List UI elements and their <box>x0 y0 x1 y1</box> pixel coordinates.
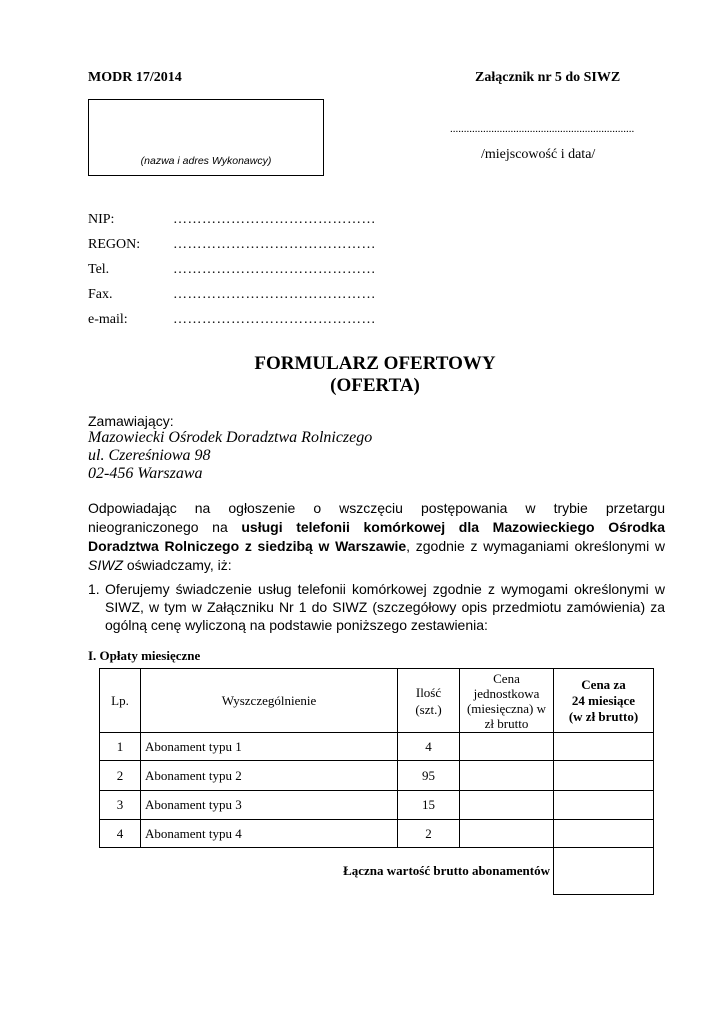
header-total-line1: Cena za <box>581 676 626 692</box>
regon-field[interactable]: …………………………………… <box>173 237 376 252</box>
place-date-field[interactable]: ................................................................... <box>450 123 635 135</box>
document-number: MODR 17/2014 <box>88 70 182 85</box>
monthly-fees-table <box>99 668 654 895</box>
row-qty: 2 <box>398 820 460 848</box>
header-total-line3: (w zł brutto) <box>568 708 639 724</box>
contractor-name-address-box[interactable] <box>88 99 324 176</box>
total-spacer <box>100 848 141 895</box>
buyer-city: 02-456 Warszawa <box>88 465 203 482</box>
table-total-row <box>100 848 654 895</box>
header-lp: Lp. <box>100 669 141 733</box>
row-lp: 4 <box>100 820 141 848</box>
row-unit-price-cell[interactable] <box>460 733 554 761</box>
header-item: Wyszczególnienie <box>141 669 398 733</box>
table-header-row <box>100 669 654 733</box>
row-lp: 1 <box>100 733 141 761</box>
header-qty-line1: Ilość <box>415 684 442 700</box>
row-unit-price-cell[interactable] <box>460 820 554 848</box>
row-unit-price-cell[interactable] <box>460 761 554 791</box>
buyer-label: Zamawiający: <box>88 413 174 429</box>
email-label: e-mail: <box>88 312 128 327</box>
intro-text-2: , zgodnie z wymaganiami określonymi w <box>406 538 665 554</box>
form-title: FORMULARZ OFERTOWY <box>254 353 496 374</box>
row-name: Abonament typu 3 <box>141 791 398 820</box>
fax-label: Fax. <box>88 287 113 302</box>
header-unit-price-line2: jednostkowa <box>473 685 540 701</box>
contractor-box-caption: (nazwa i adres Wykonawcy) <box>140 155 272 167</box>
intro-subject: usługi telefonii komórkowej dla Mazowieckiego Ośrodka Doradztwa Rolniczego z siedzibą w Warszawie <box>88 519 665 554</box>
nip-label: NIP: <box>88 212 115 227</box>
point-number: 1. <box>88 581 100 597</box>
header-qty <box>398 669 460 733</box>
header-total-line2: 24 miesiące <box>571 692 636 708</box>
row-qty: 4 <box>398 733 460 761</box>
total-label: Łączna wartość brutto abonamentów <box>343 863 550 879</box>
intro-text-3: oświadczamy, iż: <box>123 557 232 573</box>
header-unit-price-line3: (miesięczna) w <box>466 700 547 716</box>
table-row <box>100 733 654 761</box>
place-date-label: /miejscowość i data/ <box>481 147 596 162</box>
tel-label: Tel. <box>88 262 110 277</box>
header-unit-price-line4: zł brutto <box>484 715 529 731</box>
fax-field[interactable]: …………………………………… <box>173 287 376 302</box>
email-field[interactable]: …………………………………… <box>173 312 376 327</box>
header-qty-line2: (szt.) <box>415 701 442 717</box>
tel-field[interactable]: …………………………………… <box>173 262 376 277</box>
attachment-label: Załącznik nr 5 do SIWZ <box>475 70 621 85</box>
row-lp: 2 <box>100 761 141 791</box>
row-qty: 95 <box>398 761 460 791</box>
nip-field[interactable]: …………………………………… <box>173 212 376 227</box>
table-row <box>100 761 654 791</box>
row-name: Abonament typu 4 <box>141 820 398 848</box>
intro-text-1: Odpowiadając na ogłoszenie o wszczęciu postępowania w trybie przetargu nieograniczonego na <box>88 500 665 535</box>
row-name: Abonament typu 1 <box>141 733 398 761</box>
form-subtitle: (OFERTA) <box>330 375 420 396</box>
row-qty: 15 <box>398 791 460 820</box>
row-name: Abonament typu 2 <box>141 761 398 791</box>
header-total-24m <box>554 669 654 733</box>
buyer-name: Mazowiecki Ośrodek Doradztwa Rolniczego <box>88 429 373 446</box>
row-lp: 3 <box>100 791 141 820</box>
header-unit-price-line1: Cena <box>493 670 520 686</box>
intro-siwz: SIWZ <box>88 557 123 573</box>
row-total-cell[interactable] <box>554 733 654 761</box>
regon-label: REGON: <box>88 237 141 252</box>
point-text: Oferujemy świadczenie usług telefonii komórkowej zgodnie z wymogami określonymi w SIWZ, w tym w Załączniku Nr 1 do SIWZ (szczegółowy opis przedmiotu zamówienia) za ogólną cenę wyliczoną na podstawie poniższego zestawienia: <box>105 581 665 633</box>
total-value-cell[interactable] <box>554 848 654 895</box>
buyer-street: ul. Czereśniowa 98 <box>88 447 211 464</box>
header-unit-price <box>460 669 554 733</box>
table-row <box>100 791 654 820</box>
table-row <box>100 820 654 848</box>
offer-point-1 <box>88 580 665 634</box>
row-unit-price-cell[interactable] <box>460 791 554 820</box>
row-total-cell[interactable] <box>554 791 654 820</box>
intro-paragraph <box>88 499 665 575</box>
row-total-cell[interactable] <box>554 761 654 791</box>
row-total-cell[interactable] <box>554 820 654 848</box>
section-title: I. Opłaty miesięczne <box>88 648 201 663</box>
